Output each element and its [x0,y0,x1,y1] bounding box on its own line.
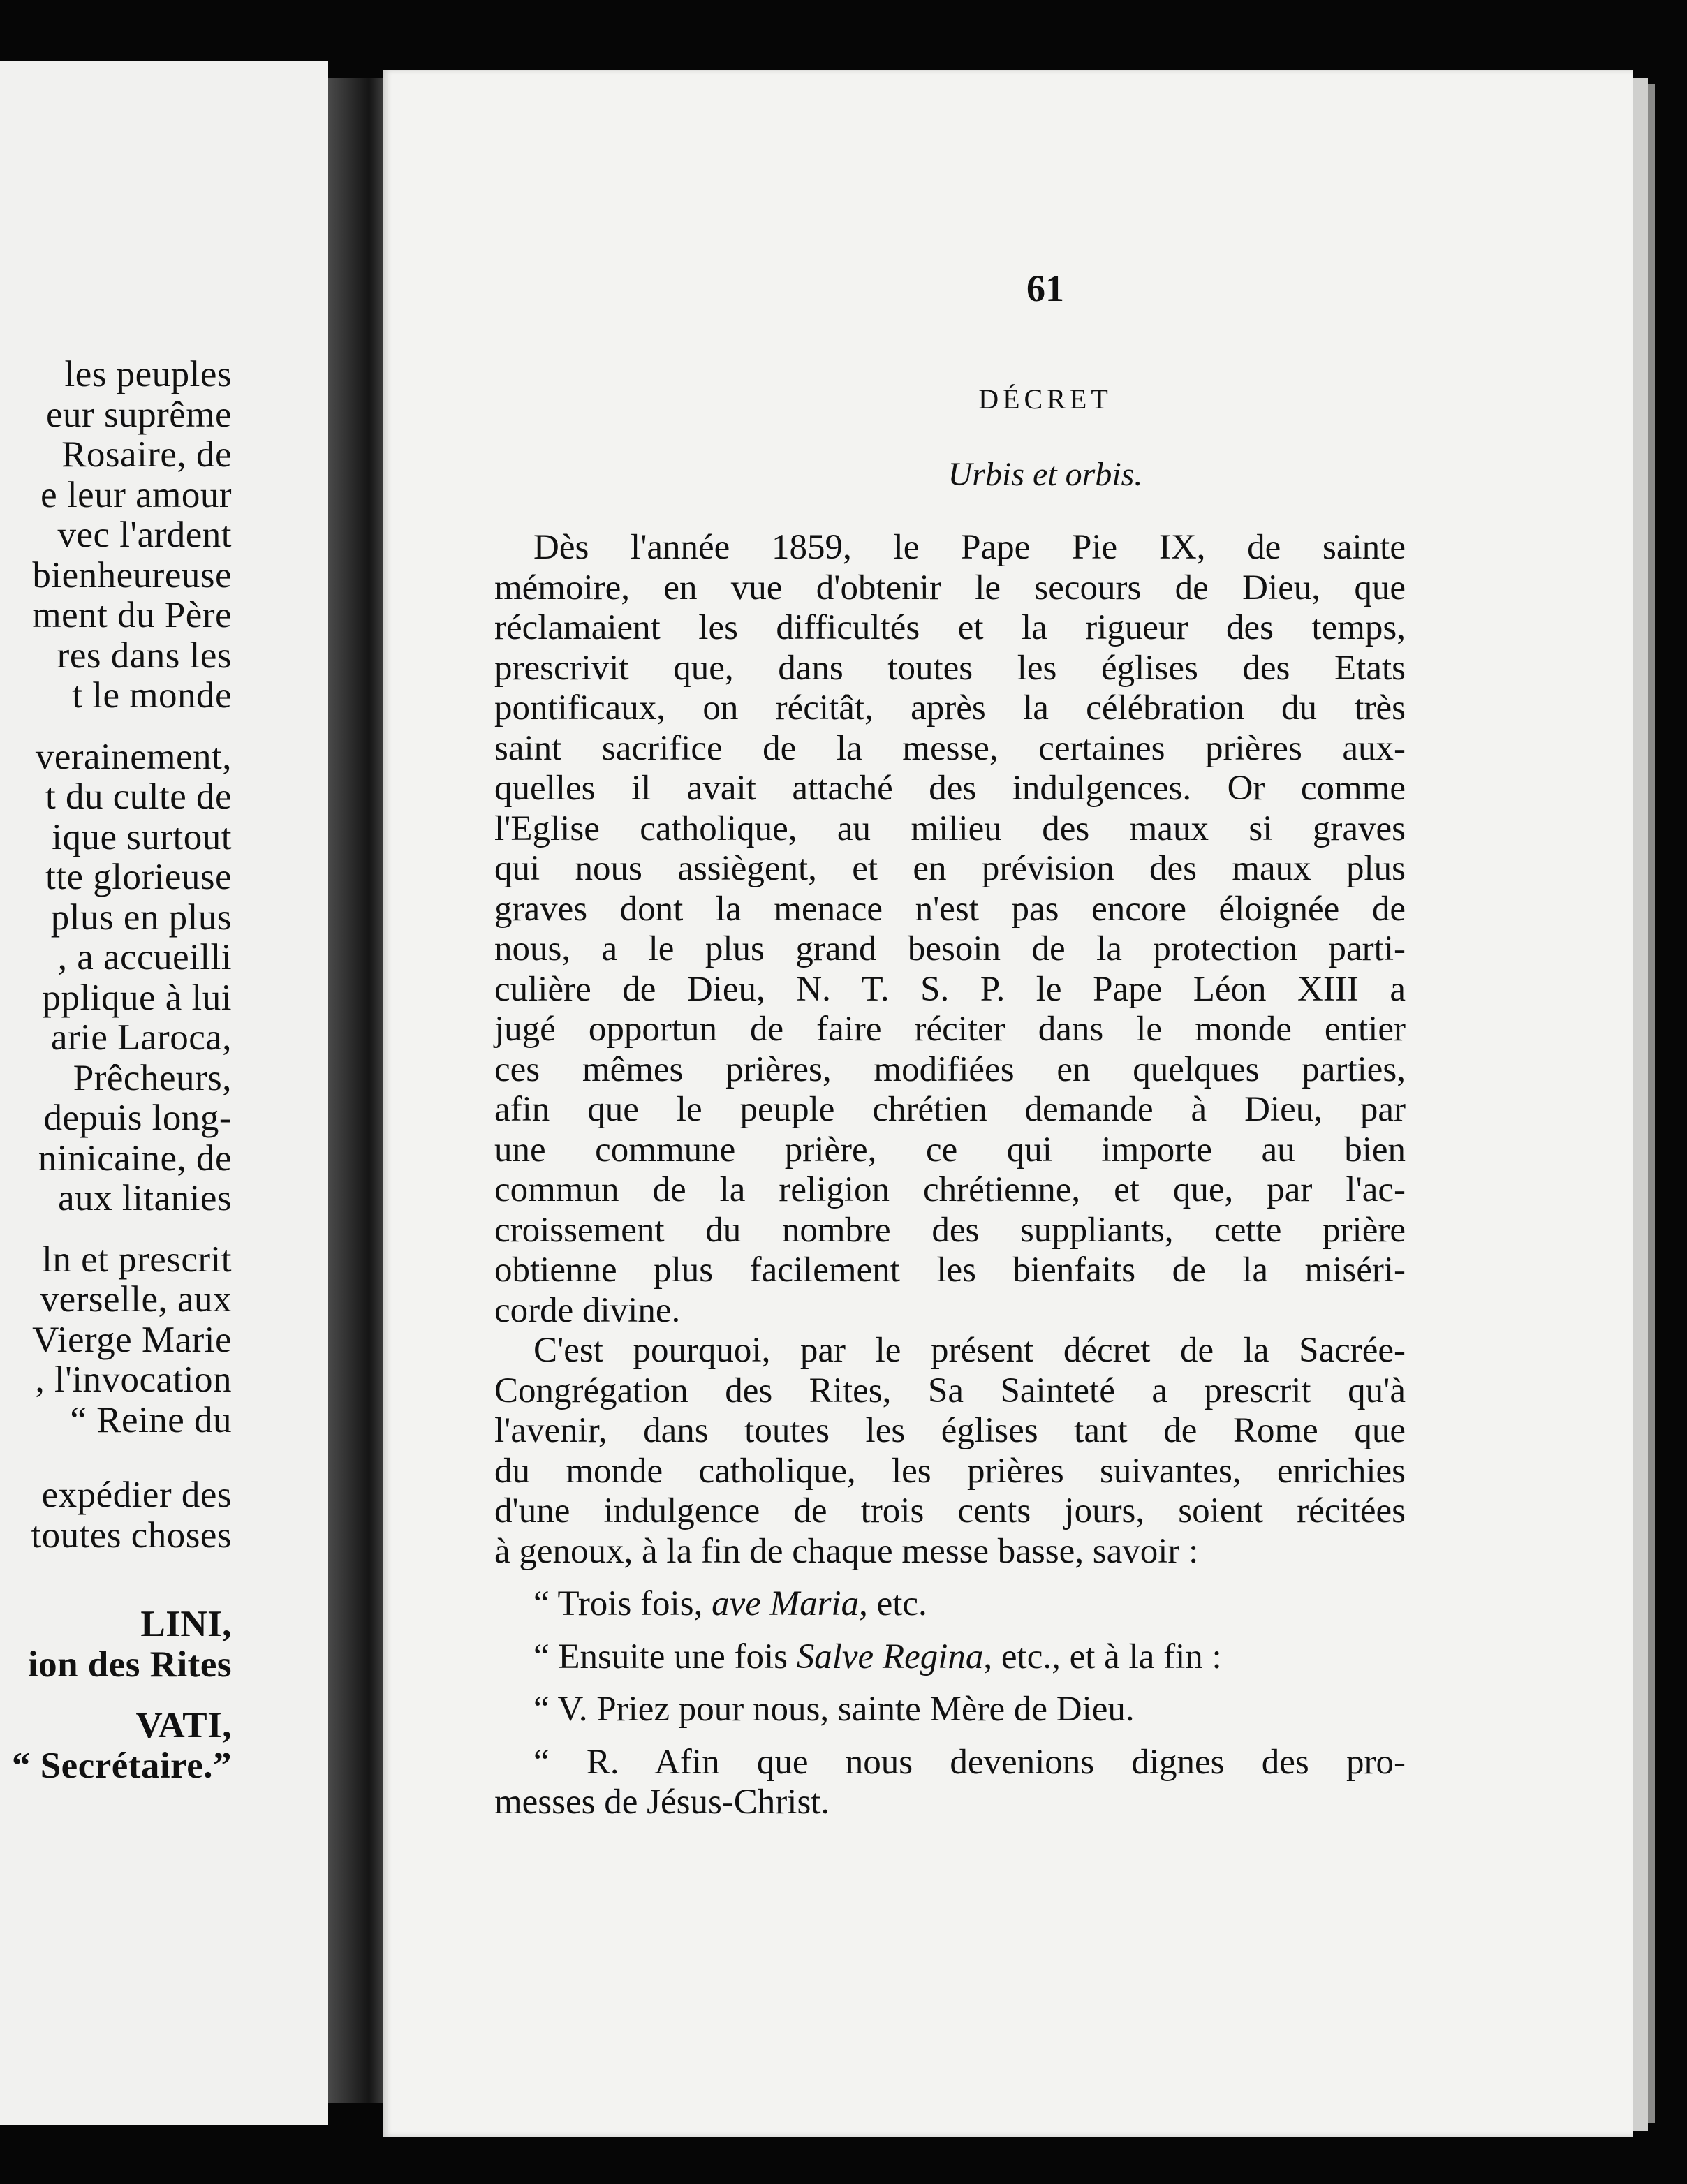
left-line: e leur amour [40,474,232,515]
text-line: culière de Dieu, N. T. S. P. le Pape Léon XIII a [494,969,1406,1009]
text-line: l'avenir, dans toutes les églises tant de Rome que [494,1411,1406,1450]
prayer-item-4-line-2: messes de Jésus-Christ. [494,1783,830,1822]
text-line: à genoux, à la fin de chaque messe basse, savoir : [494,1531,1199,1571]
left-line: aux litanies [58,1178,232,1218]
left-signature-line: ion des Rites [27,1644,232,1685]
text-line: graves dont la menace n'est pas encore éloignée de [494,889,1406,929]
text-line: quelles il avait attaché des indulgences. Or comme [494,769,1406,808]
left-line: arie Laroca, [50,1017,232,1058]
decree-subheading: Urbis et orbis. [948,456,1143,493]
text-line: corde divine. [494,1290,681,1330]
left-page-text [0,355,232,1786]
decree-heading: DÉCRET [978,383,1112,415]
text-line: prescrivit que, dans toutes les églises des Etats [494,648,1406,688]
text-line: du monde catholique, les prières suivantes, enrichies [494,1451,1406,1491]
decree-body [494,528,1406,1823]
left-line: vec l'ardent [57,515,232,555]
prayer-item-4-line-1: “ R. Afin que nous devenions dignes des pro- [533,1742,1406,1782]
left-signature-line: VATI, [135,1705,232,1746]
prayer-item-1-title: ave Maria [712,1584,860,1623]
left-line: verainement, [35,736,232,777]
left-line: Vierge Marie [32,1319,232,1360]
text-line: ces mêmes prières, modifiées en quelques parties, [494,1049,1406,1089]
page-edge [1633,78,1648,2131]
left-line: t le monde [72,675,232,716]
left-line: Prêcheurs, [73,1057,232,1098]
text-line: jugé opportun de faire réciter dans le monde entier [494,1010,1406,1049]
text-line: l'Eglise catholique, au milieu des maux si graves [494,809,1406,848]
prayer-item-2-suffix: , etc., et à la fin : [983,1637,1222,1676]
page-edge-shadow [1648,84,1655,2123]
left-line: Rosaire, de [61,434,232,475]
left-line: , l'invocation [35,1359,232,1400]
text-line: mémoire, en vue d'obtenir le secours de Dieu, que [494,568,1406,607]
left-line: expédier des [41,1475,232,1515]
text-line: C'est pourquoi, par le présent décret de la Sacrée- [533,1331,1406,1370]
left-line: les peuples [64,354,232,394]
text-line: qui nous assiègent, et en prévision des maux plus [494,849,1406,888]
prayer-item-1-prefix: “ Trois fois, [533,1584,712,1623]
left-line: pplique à lui [42,977,232,1018]
left-signature-line: LINI, [140,1604,232,1644]
text-line: obtienne plus facilement les bienfaits de la miséri- [494,1250,1406,1290]
text-line: commun de la religion chrétienne, et que, par l'ac- [494,1170,1406,1209]
left-line: bienheureuse [32,554,232,596]
left-page [0,61,328,2125]
left-line: ment du Père [32,595,232,635]
prayer-item-2-prefix: “ Ensuite une fois [533,1637,797,1676]
left-line: depuis long- [43,1098,232,1138]
text-line: d'une indulgence de trois cents jours, soient récitées [494,1491,1406,1530]
left-line: “ Reine du [70,1399,232,1440]
left-line: t du culte de [45,776,232,817]
left-line: ninicaine, de [38,1137,232,1179]
right-page [383,70,1633,2137]
prayer-item-3: “ V. Priez pour nous, sainte Mère de Dieu. [533,1690,1135,1729]
text-line: saint sacrifice de la messe, certaines prières aux- [494,728,1406,768]
left-line: tte glorieuse [45,857,232,897]
left-line: plus en plus [50,897,232,938]
text-line: pontificaux, on récitât, après la célébration du très [494,688,1406,728]
left-line: res dans les [57,635,232,676]
page-number: 61 [1026,267,1064,309]
text-line: une commune prière, ce qui importe au bien [494,1130,1406,1170]
left-line: eur suprême [46,394,232,435]
book-gutter [328,78,383,2103]
left-line: ln et prescrit [42,1239,232,1280]
text-line: réclamaient les difficultés et la rigueur des temps, [494,608,1406,647]
prayer-item-2-title: Salve Regina [796,1637,984,1676]
left-signature-line: “ Secrétaire.” [11,1745,232,1786]
left-line: verselle, aux [40,1279,232,1320]
left-line: toutes choses [31,1514,232,1556]
text-line: Dès l'année 1859, le Pape Pie IX, de sainte [533,528,1406,567]
prayer-item-1-suffix: , etc. [859,1584,927,1623]
left-line: ique surtout [52,816,232,857]
text-line: Congrégation des Rites, Sa Sainteté a prescrit qu'à [494,1371,1406,1410]
text-line: nous, a le plus grand besoin de la protection parti- [494,929,1406,968]
text-line: afin que le peuple chrétien demande à Dieu, par [494,1090,1406,1129]
prayer-item-1 [494,1584,1406,1625]
text-line: croissement du nombre des suppliants, cette prière [494,1210,1406,1250]
prayer-item-2 [494,1637,1406,1678]
left-line: , a accueilli [57,937,232,977]
